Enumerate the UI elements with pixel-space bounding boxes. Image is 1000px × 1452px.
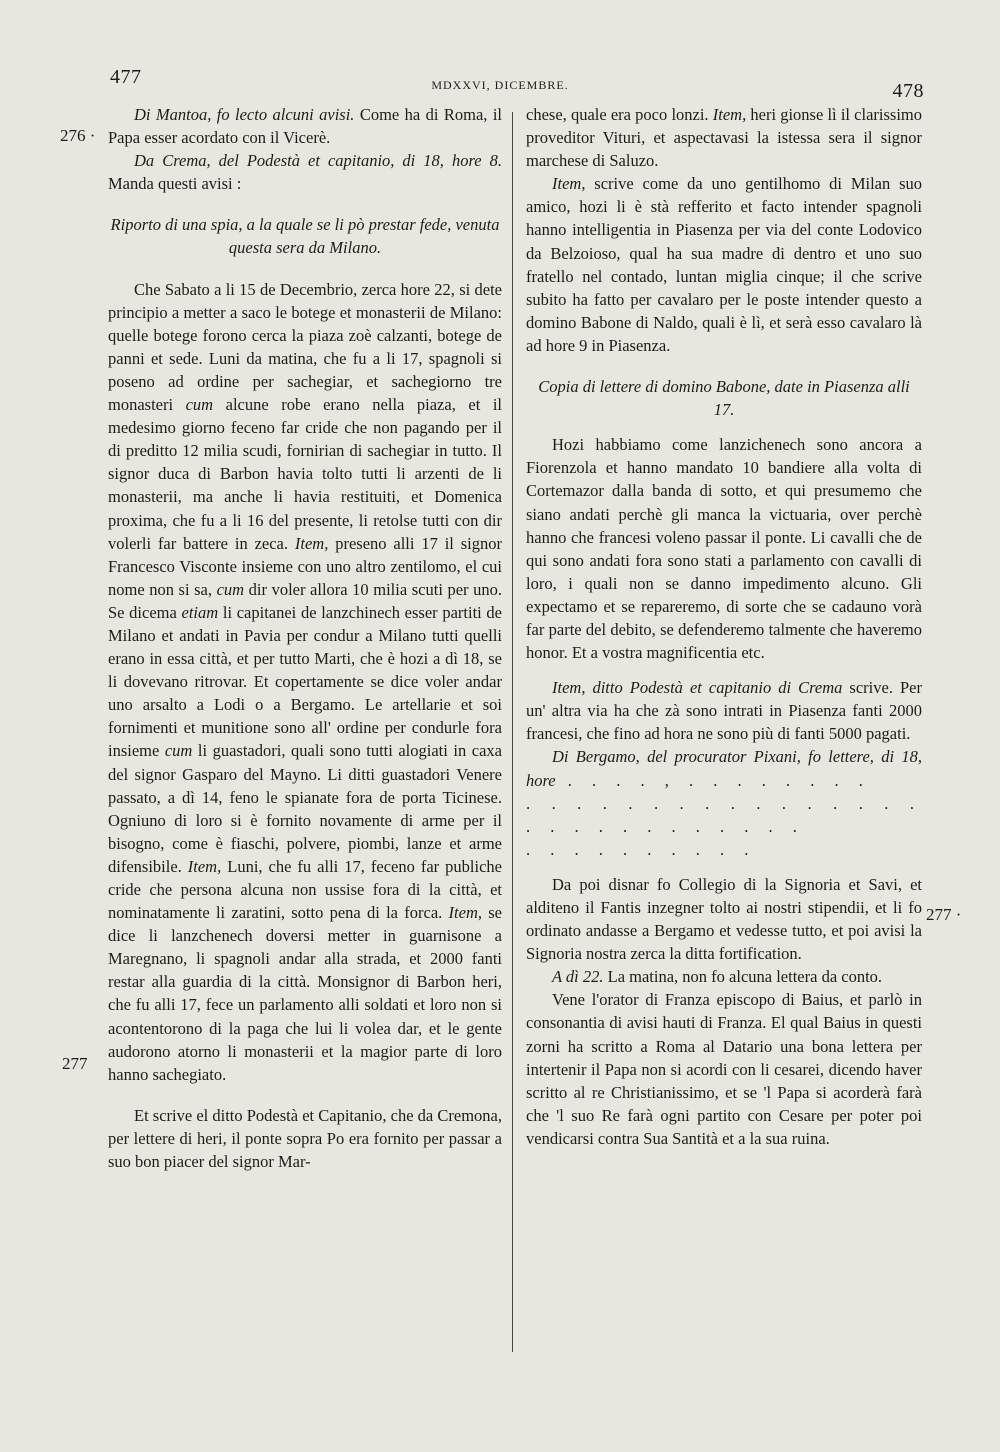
paragraph-gentilhomo: Item, scrive come da uno gentilhomo di Milan suo amico, hozi li è stà refferito et facto intender spagnoli hanno intelligentia in Piasenza per via del conte Lodovico da Belzoioso, qual ha sua madre di dentro et uno suo fratello nel contado, luntan miglia cinque; il che scrive subito ha fatto per cavalaro per le poste intender questo a domino Babone di Naldo, quali è lì, et serà esso cavalaro là ad hore 9 in Piasenza. [526, 174, 922, 355]
paragraph-crema: Da Crema, del Podestà et capitanio, di 18, hore 8. Manda questi avisi : [108, 151, 502, 194]
column-divider [512, 112, 513, 1352]
left-column [108, 103, 502, 1173]
paragraph-marchese: chese, quale era poco lonzi. Item, heri gionse lì il clarissimo proveditor Vituri, et aspectavasi la istessa sera il signor marchese di Saluzo. [526, 105, 922, 171]
paragraph-mantoa: Di Mantoa, fo lecto alcuni avisi. Come ha di Roma, il Papa esser acordato con il Vicerè. [108, 105, 503, 148]
margin-number-277-right: 277 · [926, 905, 962, 924]
paragraph-orator-franza: Vene l'orator di Franza episcopo di Baius, et parlò in consonantia di avisi hauti di Franza. El qual Baius in questi zorni ha scritto a Roma al Datario una bona lettera per intertenir il Papa non si acordi con li cesarei, dicendo haver scritto al re Christianissimo, et se 'l Papa si acorderà farà che 'l suo Re farà ogni partito con Cesare per poter poi vendicarsi contra Sua Santità et a la sua ruina. [526, 990, 922, 1148]
page-number-right: 478 [892, 80, 924, 102]
heading-copia-lettere: Copia di lettere di domino Babone, date in Piasenza alli 17. [538, 377, 910, 420]
running-title: MDXXVI, DICEMBRE. [431, 78, 569, 92]
right-column [526, 103, 922, 1150]
margin-number-277-left: 277 [62, 1054, 88, 1073]
paragraph-lanzichenech: Hozi habbiamo come lanzichenech sono ancora a Fiorenzola et hanno mandato 10 bandiere alla volta di Cortemazor dalla banda di sotto, et qui presumemo che siano andati perchè gli manca la victuaria, over perchè hanno che francesi voleno passar il ponte. Li cavalli che de qui sono andati fora sono stati a parlamento con cavalli di loro, i quali non se danno impedimento alcuno. Gli expectamo et se repareremo, di sorte che se cadauno vorà far parte del debito, se defenderemo talmente che haveremo honor. Et a vostra magnificentia etc. [526, 435, 922, 663]
page-number-left: 477 [110, 66, 142, 88]
paragraph-collegio: Da poi disnar fo Collegio di la Signoria et Savi, et alditeno il Fantis inzegner tolto ai nostri stipendii, et li fo ordinato andasse a Bergamo et vedesse tutto, et poi avisi la Signoria nostra zerca la ditta fortification. [526, 874, 922, 964]
margin-number-276: 276 · [60, 126, 96, 145]
paragraph-cremona: Et scrive el ditto Podestà et Capitanio, che da Cremona, per lettere di heri, il ponte sopra Po era fornito per passar a suo bon piacer del signor Mar- [108, 1105, 502, 1172]
paragraph-dec-22: A dì 22. La matina, non fo alcuna lettera da conto. [552, 967, 883, 987]
paragraph-crema-item: Item, ditto Podestà et capitanio di Crema scrive. Per un' altra via ha che zà sono intrati in Piasenza fanti 2000 francesi, che fino ad hora ne sono più di fanti 5000 pagati. [526, 678, 922, 744]
paragraph-bergamo: Di Bergamo, del procurator Pixani, fo lettere, di 18, hore . . . . , . . . . . . . . . . . . . . . . . . . . . . . . . . . . . . . . . . . . . . . . . . . . . . [526, 747, 922, 859]
heading-riporto: Riporto di una spia, a la quale se li pò prestar fede, venuta questa sera da Milano. [110, 215, 500, 258]
paragraph-spia-report: Che Sabato a li 15 de Decembrio, zerca hore 22, si dete principio a metter a saco le botege et monasterii de Milano: quelle botege forono cerca la piaza zoè calzanti, botege de panni et sede. Luni da matina, che fu a li 17, spagnoli si poseno ad ordine per sachegiar, et sachegiorno tre monasteri cum alcune robe erano nella piaza, et il medesimo giorno feceno far cride che non pagando per il di preditto 12 milia scudi, fornirian di sachegiar in tutto. Il signor duca di Barbon havia tolto tutti li arzenti de li monasterii, ma anche li havia restituiti, et Domenica proxima, che fu a li 16 del presente, li retolse tutti con dir volerli far battere in zeca. Item, preseno alli 17 il signor Francesco Visconte insieme con uno altro zentilomo, el cui nome non si sa, cum dir voler allora 10 milia scuti per uno. Se dicema etiam li capitanei de lanzchinech esser partiti de Milano et andati in Pavia per condur a Milano tutti quelli erano in essa città, et per tutto Marti, che è hozi a dì 18, se li dovevano ritrovar. Et copertamente se dice voler andar uno arsalto a Lodi o a Bergamo. Le artellarie et soi fornimenti et munitione sono all' ordine per condurle fora insieme cum li guastadori, quali sono tutti alogiati in caxa del signor Gasparo del Mayno. Li ditti guastadori Venere passato, a dì 14, feno le spianate fora de porta Ticinese. Ogniuno di loro si è fornito novamente di arme per il bisogno, come è fiaschi, polvere, piombi, lanze et arme difensibile. Item, Luni, che fu alli 17, feceno far publiche cride che persona alcuna non ussise fora di la città, et nominatamente li zaratini, sotto pena di la forca. Item, se dice li lanzchenech doversi metter in guarnisone a Maregnano, li spagnoli andar alla strada, et 2000 fanti restar alla guardia di la città. Monsignor di Barbon heri, che fu alli 17, fece un parlamento alli soldati et loro non si acontentorono di la paga che lui li volea dar, et le gente audorono atorno li monasterii et la magior parte di loro hanno sachegiato. [108, 279, 503, 1084]
